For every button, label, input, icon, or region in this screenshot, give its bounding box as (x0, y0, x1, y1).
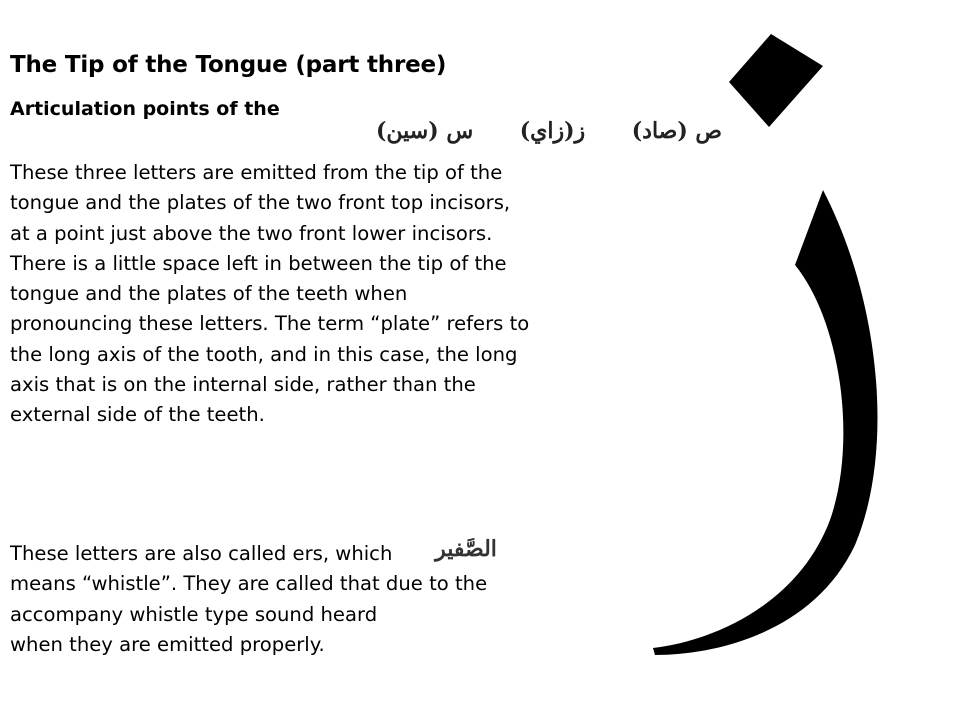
paragraph-line: axis that is on the internal side, rather than the (10, 373, 476, 397)
paragraph-line: tongue and the plates of the teeth when (10, 282, 408, 306)
paragraph-line: tongue and the plates of the two front top incisors, (10, 191, 511, 215)
paragraph-line: These letters are also called ers, which (10, 542, 393, 565)
paragraph-line: There is a little space left in between the tip of the (10, 251, 507, 275)
arabic-letter-zay: ز(زاي) (519, 118, 586, 144)
paragraph-articulation (10, 158, 710, 431)
paragraph-line: These three letters are emitted from the tip of the (10, 161, 503, 184)
paragraph-line: external side of the teeth. (10, 403, 265, 427)
paragraph-line: accompany whistle type sound heard (10, 602, 378, 626)
arabic-letter-seen: س (سين) (376, 118, 474, 144)
paragraph-line: at a point just above the two front lower incisors. (10, 221, 493, 245)
paragraph-whistle (10, 536, 710, 660)
paragraph-line: means “whistle”. They are called that due to the (10, 572, 488, 596)
paragraph-line-with-term (10, 536, 710, 569)
slide-subtitle: Articulation points of the (10, 98, 280, 120)
slide-title: The Tip of the Tongue (part three) (10, 52, 447, 78)
paragraph-line: the long axis of the tooth, and in this case, the long (10, 342, 518, 366)
paragraph-line: pronouncing these letters. The term “plate” refers to (10, 312, 530, 336)
arabic-letter-sad: ص (صاد) (631, 118, 722, 144)
arabic-letters-row (376, 114, 722, 148)
zay-dot-shape (729, 34, 823, 127)
safir-term: الصَّفير (418, 531, 514, 567)
paragraph-line: when they are emitted properly. (10, 632, 325, 656)
